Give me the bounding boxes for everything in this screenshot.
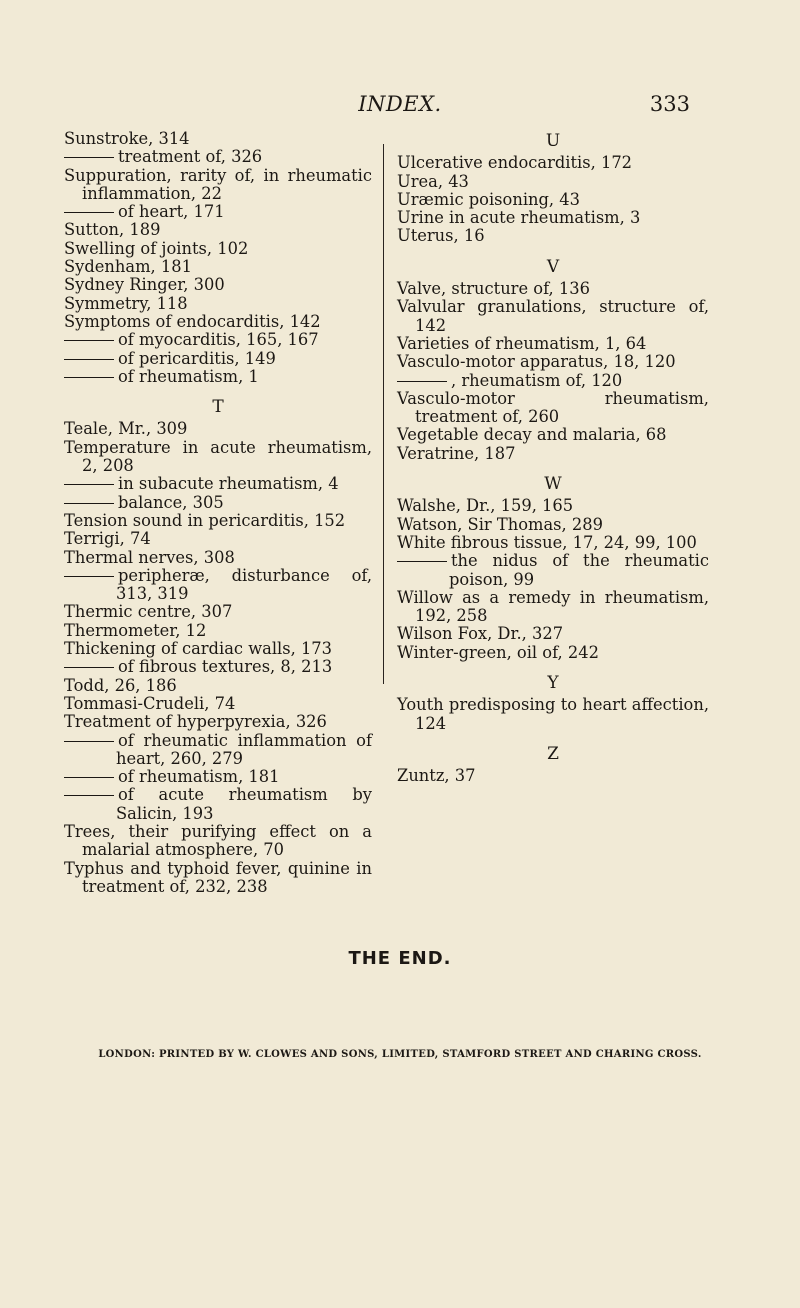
index-column-right xyxy=(397,130,709,786)
index-subentry xyxy=(64,148,372,166)
index-entry: Winter-green, oil of, 242 xyxy=(397,642,599,662)
subentry-text: balance, 305 xyxy=(118,492,224,512)
index-entry: Temperature in acute rheumatism, 2, 208 xyxy=(64,437,372,476)
section-letter: V xyxy=(546,256,560,277)
subentry-text: of heart, 171 xyxy=(118,202,225,222)
index-entry: Urea, 43 xyxy=(397,171,469,191)
subentry-text: of rheumatism, 181 xyxy=(118,767,280,787)
index-entry: Typhus and typhoid fever, quinine in treatment of, 232, 238 xyxy=(64,858,372,896)
index-entry: Veratrine, 187 xyxy=(397,443,516,463)
section-letter: Z xyxy=(547,743,559,764)
index-subentry xyxy=(64,786,372,823)
index-entry: Watson, Sir Thomas, 289 xyxy=(397,514,603,534)
section-letter: T xyxy=(212,397,224,418)
ditto-dash xyxy=(64,777,114,778)
ditto-dash xyxy=(64,484,114,485)
subentry-text: of myocarditis, 165, 167 xyxy=(118,330,319,350)
index-subentry xyxy=(64,658,372,676)
ditto-dash xyxy=(64,795,114,796)
index-subentry xyxy=(64,350,372,368)
index-entry: Valve, structure of, 136 xyxy=(397,279,590,299)
index-subentry xyxy=(64,732,372,769)
running-head xyxy=(0,92,800,122)
index-subentry xyxy=(397,552,709,589)
index-subentry xyxy=(64,475,372,493)
ditto-dash xyxy=(397,381,447,382)
index-entry: Uterus, 16 xyxy=(397,226,485,246)
ditto-dash xyxy=(64,667,114,668)
index-entry: Ulcerative endocarditis, 172 xyxy=(397,153,633,173)
index-subentry xyxy=(64,368,372,386)
subentry-text: in subacute rheumatism, 4 xyxy=(118,474,339,494)
index-entry: Youth predisposing to heart affection, 124 xyxy=(397,695,709,733)
index-entry: Wilson Fox, Dr., 327 xyxy=(397,624,564,644)
ditto-dash xyxy=(64,377,114,378)
page-title: INDEX. xyxy=(358,92,442,116)
index-subentry xyxy=(64,567,372,604)
subentry-text: the nidus of the rheumatic poison, 99 xyxy=(449,551,709,589)
index-entry: Varieties of rheumatism, 1, 64 xyxy=(397,333,647,353)
index-entry: Sunstroke, 314 xyxy=(64,129,190,148)
subentry-text: , rheumatism of, 120 xyxy=(451,370,623,390)
index-subentry xyxy=(397,372,709,390)
index-entry: Urine in acute rheumatism, 3 xyxy=(397,208,641,228)
index-entry: Terrigi, 74 xyxy=(64,529,151,549)
section-letter: U xyxy=(545,131,561,151)
index-entry: Thermic centre, 307 xyxy=(64,602,233,622)
subentry-text: of pericarditis, 149 xyxy=(118,348,276,368)
ditto-dash xyxy=(64,741,114,742)
index-entry: Thermal nerves, 308 xyxy=(64,547,235,567)
section-letter: W xyxy=(544,474,562,495)
index-entry: Teale, Mr., 309 xyxy=(64,419,188,439)
index-entry: Sutton, 189 xyxy=(64,220,161,240)
index-entry: Swelling of joints, 102 xyxy=(64,238,249,258)
index-entry: Trees, their purifying effect on a malarial atmosphere, 70 xyxy=(64,821,372,860)
subentry-text: treatment of, 326 xyxy=(118,147,263,167)
ditto-dash xyxy=(64,157,114,158)
ditto-dash xyxy=(64,359,114,360)
column-divider xyxy=(383,144,384,684)
index-entry: Sydenham, 181 xyxy=(64,257,192,277)
index-entry: Valvular granulations, structure of, 142 xyxy=(397,297,709,335)
subentry-text: of rheumatic inflammation of heart, 260, 279 xyxy=(116,730,372,768)
subentry-text: of rheumatism, 1 xyxy=(118,366,259,386)
the-end-text: THE END. xyxy=(348,948,452,969)
index-entry: Sydney Ringer, 300 xyxy=(64,275,225,295)
index-entry: Thickening of cardiac walls, 173 xyxy=(64,639,333,659)
subentry-text: of fibrous textures, 8, 213 xyxy=(118,657,333,677)
ditto-dash xyxy=(397,561,447,562)
index-entry: Todd, 26, 186 xyxy=(64,675,177,695)
index-column-left xyxy=(64,130,372,896)
index-entry: Symmetry, 118 xyxy=(64,293,188,313)
index-subentry xyxy=(64,331,372,349)
index-entry: Vasculo-motor rheumatism, treatment of, 260 xyxy=(397,388,709,427)
index-entry: White fibrous tissue, 17, 24, 99, 100 xyxy=(397,532,697,552)
index-entry: Tommasi-Crudeli, 74 xyxy=(64,693,236,713)
index-entry: Uræmic poisoning, 43 xyxy=(397,189,581,209)
ditto-dash xyxy=(64,503,114,504)
printer-imprint: LONDON: PRINTED BY W. CLOWES AND SONS, LIMITED, STAMFORD STREET AND CHARING CROSS. xyxy=(98,1049,702,1060)
index-entry: Zuntz, 37 xyxy=(397,766,476,786)
subentry-text: of acute rheumatism by Salicin, 193 xyxy=(116,785,372,823)
index-entry: Vegetable decay and malaria, 68 xyxy=(397,425,667,445)
index-entry: Treatment of hyperpyrexia, 326 xyxy=(64,712,327,732)
ditto-dash xyxy=(64,576,114,577)
section-letter: Y xyxy=(547,673,559,694)
index-entry: Symptoms of endocarditis, 142 xyxy=(64,311,321,331)
index-subentry xyxy=(64,494,372,512)
ditto-dash xyxy=(64,212,114,213)
index-entry: Suppuration, rarity of, in rheumatic inflammation, 22 xyxy=(64,165,372,203)
subentry-text: peripheræ, disturbance of, 313, 319 xyxy=(116,565,372,604)
index-entry: Thermometer, 12 xyxy=(64,620,207,640)
index-entry: Tension sound in pericarditis, 152 xyxy=(64,510,346,530)
index-entry: Vasculo-motor apparatus, 18, 120 xyxy=(397,352,676,372)
index-subentry xyxy=(64,203,372,221)
index-entry: Willow as a remedy in rheumatism, 192, 258 xyxy=(397,587,709,626)
ditto-dash xyxy=(64,340,114,341)
index-subentry xyxy=(64,768,372,786)
page-number: 333 xyxy=(649,92,690,116)
index-entry: Walshe, Dr., 159, 165 xyxy=(397,496,574,516)
